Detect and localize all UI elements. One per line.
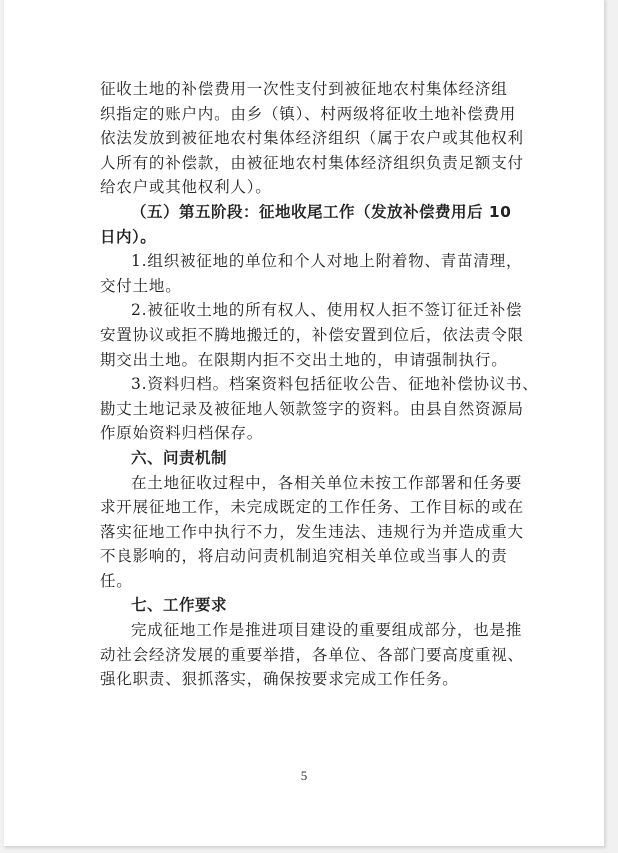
paragraph-requirements [100,618,530,692]
heading-line: 七、工作要求 [131,596,228,615]
text-line: 给农户或其他权利人）。 [100,178,272,197]
text-line: 安置协议或拒不腾地搬迁的，补偿安置到位后，依法责令限 [100,325,524,344]
paragraph-accountability [100,471,530,594]
section-six-heading [100,446,530,471]
text-line: 动社会经济发展的重要举措，各单位、各部门要高度重视、 [100,645,524,664]
section-seven-heading [100,593,530,618]
text-line: 求开展征地工作，未完成既定的工作任务、工作目标的或在 [100,498,524,517]
heading-line: 日内）。 [100,227,157,246]
text-line: 征收土地的补偿费用一次性支付到被征地农村集体经济组 [100,80,508,98]
text-line: 人所有的补偿款，由被征地农村集体经济组织负责足额支付 [100,153,524,172]
text-line: 任。 [100,571,133,590]
document-body [100,77,539,692]
text-line: 3.资料归档。档案资料包括征收公告、征地补偿协议书、 [131,375,539,394]
paragraph-payment-continued [100,77,530,200]
document-page [4,0,605,847]
heading-line: （五）第五阶段：征地收尾工作（发放补偿费用后 10 [131,202,512,221]
text-line: 作原始资料归档保存。 [100,424,264,443]
text-line: 期交出土地。在限期内拒不交出土地的，申请强制执行。 [100,350,508,369]
text-line: 强化职责、狠抓落实，确保按要求完成工作任务。 [100,670,459,689]
text-line: 2.被征收土地的所有权人、使用权人拒不签订征迁补偿 [131,301,523,320]
text-line: 完成征地工作是推进项目建设的重要组成部分，也是推 [131,621,523,640]
text-line: 在土地征收过程中，各相关单位未按工作部署和任务要 [131,473,523,492]
text-line: 勘丈土地记录及被征地人领款签字的资料。由县自然资源局 [100,399,524,418]
list-item-3 [100,372,539,446]
stage-five-heading [100,200,530,249]
text-line: 交付土地。 [100,276,182,295]
text-line: 不良影响的，将启动问责机制追究相关单位或当事人的责 [100,547,508,566]
text-line: 1.组织被征地的单位和个人对地上附着物、青苗清理， [131,252,523,271]
text-line: 落实征地工作中执行不力，发生违法、违规行为并造成重大 [100,522,524,541]
heading-line: 六、问责机制 [131,448,228,467]
text-line: 织指定的账户内。由乡（镇）、村两级将征收土地补偿费用 [100,104,517,123]
list-item-1 [100,249,530,298]
list-item-2 [100,298,530,372]
text-line: 依法发放到被征地农村集体经济组织（属于农户或其他权利 [100,129,524,148]
page-number: 5 [300,768,308,783]
